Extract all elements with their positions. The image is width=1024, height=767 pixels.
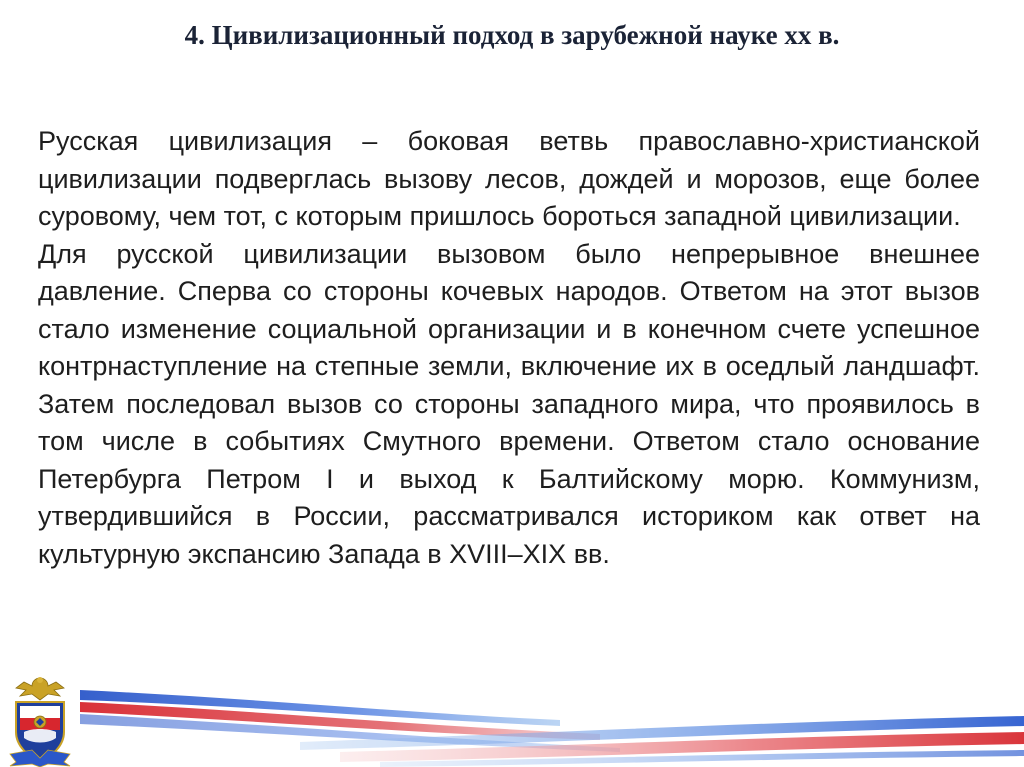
- paragraph-1: Русская цивилизация – боковая ветвь православно-христианской цивилизации подверглась вызову лесов, дождей и морозов, еще более суровому, чем тот, с которым пришлось бороться западной цивилизации.: [38, 126, 980, 231]
- paragraph-2: Для русской цивилизации вызовом было непрерывное внешнее давление. Сперва со стороны кочевых народов. Ответом на этот вызов стало изменение социальной организации и в конечном счете успешное контрнаступление на степные земли, включение их в оседлый ландшафт. Затем последовал вызов со стороны западного мира, что проявилось в том числе в событиях Смутного времени. Ответом стало основание Петербурга Петром I и выход к Балтийскому морю. Коммунизм, утвердившийся в России, рассматривался историком как ответ на культурную экспансию Запада в XVIII–XIX вв.: [38, 238, 980, 569]
- slide-title: 4. Цивилизационный подход в зарубежной науке хх в.: [184, 20, 840, 50]
- tricolor-stripes-decoration: [0, 676, 1024, 767]
- slide-body: [38, 123, 980, 573]
- police-academy-emblem-icon: [2, 672, 78, 767]
